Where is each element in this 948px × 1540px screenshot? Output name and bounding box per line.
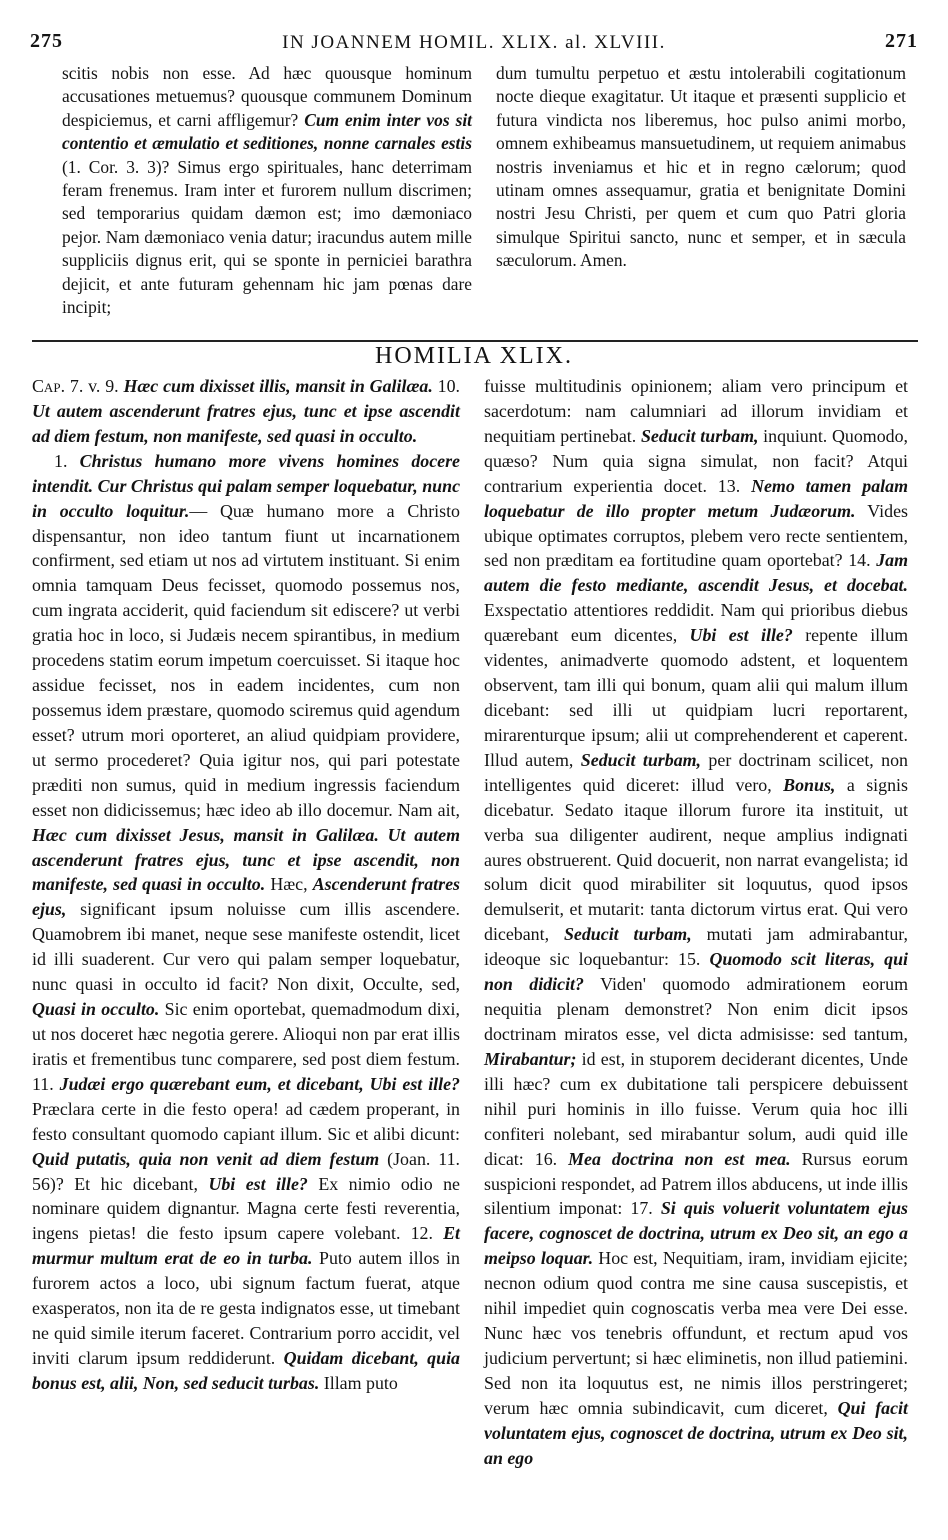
scripture-quote: Et murmur multum erat de eo in turba. bbox=[32, 1223, 460, 1269]
text-run: Sic enim oportebat, quemadmodum dixi, ut nos doceret hæc negotia gerere. Alioqui non par erat illis iratis et frementibus tunc comparere, sed post diem festum. 11. bbox=[32, 999, 461, 1094]
page-number-right: 271 bbox=[885, 30, 918, 52]
scripture-quote: Cum enim inter vos sit contentio et æmulatio et seditiones, nonne carnales estis bbox=[62, 109, 472, 154]
text-run: scitis nobis non esse. Ad hæc quousque hominum accusationes metuemus? quousque communem Dominum despiciemus, et carni affligemur? bbox=[62, 63, 472, 130]
text-run: a signis dicebatur. Sedato itaque illorum furore ita instituit, ut verba sua diligenter audirent, neque amplius indignati aures obstruerent. Quid docuerit, non narrat evangelista; id solum dicit quod mirabiliter sit loquutus, quod ipsos demulserit, et mutarit: tanta dictorum virtus erat. Qui vero dicebant, bbox=[484, 774, 908, 945]
running-header bbox=[30, 30, 918, 58]
text-run: repente illum videntes, animadverte quomodo adstent, et loquentem observent, tam illi qui bonum, quam alii qui malum illum dicebant: sed illi ut quidpiam lucri reportarent, mirarenturque ipsum; alii ut comprehenderent et caperent. Illud autem, bbox=[484, 625, 908, 770]
scripture-quote: Hæc cum dixisset illis, mansit in Galilæa. bbox=[123, 376, 433, 396]
text-run: Hoc est, Nequitiam, iram, invidiam ejicite; necnon odium quod contra me sine causa suscepistis, et nihil impediet quin cognoscatis verba mea vere Dei esse. Nunc hæc vos tenebris offundunt, et rectum apud vos judicium pervertunt; si hæc eliminetis, non illud patiemini. Sed non ita loquutus est, ne nimis illos perstringeret; verum hæc omnia subindicavit, cum diceret, bbox=[484, 1248, 908, 1418]
text-run: Ex nimio odio ne nominare quidem dignantur. Magna certe festi reverentia, ingens pietas! die festo ipsum capere volebant. 12. bbox=[32, 1173, 460, 1244]
scripture-quote: Qui facit voluntatem ejus, cognoscet de doctrina, utrum ex Deo sit, an ego bbox=[484, 1397, 908, 1468]
running-title: IN JOANNEM HOMIL. XLIX. al. XLVIII. bbox=[282, 32, 666, 53]
text-run: significant ipsum noluisse cum illis ascendere. Quamobrem ibi manet, neque sese manifeste ostendit, licet id illi suaderent. Cur vero qui palam semper loquebatur, nunc quasi in occulto id facit? Non dixit, Occulte, sed, bbox=[32, 899, 460, 995]
text-run: Hæc, bbox=[265, 874, 313, 895]
scripture-quote: Ut autem ascenderunt fratres ejus, tunc et ipse ascendit ad diem festum, non manifeste, sed quasi in occulto. bbox=[32, 400, 460, 446]
text-run: (1. Cor. 3. 3)? Simus ergo spirituales, hanc deterrimam feram frenemus. Iram inter et furorem nullum discrimen; sed temporarius quidam dæmon est; imo dæmoniaco pejor. Nam dæmoniaco venia datur; iracundus autem mille suppliciis dignus erit, qui se sponte in perniciei barathra dejicit, et ante futuram gehennam hic jam pœnas dare incipit; bbox=[62, 156, 472, 318]
section-summary: Christus humano more vivens homines docere intendit. Cur Christus qui palam semper loquebatur, nunc in occulto loquitur. bbox=[32, 450, 461, 521]
text-run: inquiunt. Quomodo, quæso? Num quia signa simulat, non facit? Atqui contrarium experientia docet. 13. bbox=[484, 425, 908, 496]
scripture-quote: Bonus, bbox=[783, 774, 836, 795]
paragraph bbox=[484, 374, 908, 1471]
scripture-quote: Mea doctrina non est mea. bbox=[568, 1148, 791, 1169]
text-run: . 7. v. 9. bbox=[60, 376, 124, 396]
text-run: Viden' quomodo admirationem eorum nequitia plenam demonstret? Non enim dicit ipsos doctrinam miratos esse, vel dicta admisisse: sed tantum, bbox=[484, 974, 908, 1044]
text-run: Illam puto bbox=[319, 1372, 398, 1393]
scripture-quote: Jam autem die festo mediante, ascendit Jesus, et docebat. bbox=[484, 550, 908, 596]
text-run: (Joan. 11. 56)? Et hic dicebant, bbox=[32, 1148, 460, 1194]
text-run: per doctrinam scilicet, non intelligentes quid diceret: illud vero, bbox=[484, 749, 908, 795]
scripture-quote: Quid putatis, quia non venit ad diem festum bbox=[32, 1148, 380, 1169]
chapter-label: Cap bbox=[32, 376, 61, 396]
top-left-column bbox=[62, 62, 472, 319]
scripture-quote: Quidam dicebant, quia bonus est, alii, Non, sed seducit turbas. bbox=[32, 1347, 460, 1393]
text-run: id est, in stuporem deciderant dicentes, Unde illi hæc? cum ex dubitatione tali perspicere debuissent nihil puri hominis in illo fuisse. Verum quia hoc illi confiteri nolebant, sed mirabantur solum, audi quid ille dicat: 16. bbox=[484, 1048, 908, 1169]
body-right-column bbox=[484, 374, 908, 1471]
scripture-quote: Quasi in occulto. bbox=[32, 999, 160, 1020]
scripture-quote: Ascenderunt fratres ejus, bbox=[32, 874, 460, 920]
scripture-quote: Mirabantur; bbox=[484, 1048, 577, 1069]
text-run: 10. bbox=[432, 376, 460, 396]
scripture-quote: Judæi ergo quærebant eum, et dicebant, Ubi est ille? bbox=[59, 1073, 460, 1094]
paragraph bbox=[496, 62, 906, 273]
text-run: Vides ubique optimates corruptos, plebem vero recte sentientem, sed non præditam ea fortitudine quam oportebat? 14. bbox=[484, 500, 908, 571]
top-right-column bbox=[496, 62, 906, 273]
text-run: Exspectatio attentiores reddidit. Nam qui prioribus diebus quærebant eum dicentes, bbox=[484, 600, 908, 646]
scripture-quote: Seducit turbam, bbox=[640, 425, 759, 446]
text-run: fuisse multitudinis opinionem; aliam vero principum et sacerdotum: nam calumniari ad illorum invidiam et nequitiam pertinebat. bbox=[484, 376, 908, 446]
text-run: Rursus eorum suspicioni respondet, ad Patrem illos abducens, ut inde illis silentium imponat: 17. bbox=[484, 1148, 909, 1219]
page-number-left: 275 bbox=[30, 30, 63, 52]
text-run: — Quæ humano more a Christo dispensantur, non ideo tantum fiunt ut incarnationem confirment, sed etiam ut nos ad virtutem instituant. Si enim omnia tamquam Deus fecisset, quomodo possemus nos, cum ingrata acciderit, quid faciendum sit ediscere? ut verbi gratia hoc in loco, si Judæis necem spirantibus, in medium procedens statim eorum impetum coercuisset. Si itaque hoc assidue fecisset, nos in eadem incidentes, cum non possemus idem præstare, quomodo sciremus quid agendum esset? utrum mori oporteret, an aliud quidpiam providere, ut sermo procederet? Quia igitur nos, qui pari potestate præditi non sumus, quid in medium ingressis faciendum esset non didicissemus; hæc ideo ab illo docemur. Nam ait, bbox=[32, 500, 460, 820]
scripture-quote: Quomodo scit literas, qui non didicit? bbox=[484, 949, 909, 995]
scripture-quote: Seducit turbam, bbox=[580, 749, 702, 770]
paragraph bbox=[62, 62, 472, 319]
text-run: 1. bbox=[54, 450, 80, 471]
homily-title: HOMILIA XLIX. bbox=[375, 343, 573, 369]
scripture-quote: Ubi est ille? bbox=[689, 625, 793, 646]
text-run: Puto autem illos in furorem actos a loco, ubi signum factum fuerat, atque exasperatos, non ita de re gesta indignatos esse, ut timebant ne quid simile iterum faceret. Contrarium porro accidit, vel inviti clarum ipsum reddiderunt. bbox=[32, 1248, 460, 1368]
scripture-quote: Si quis voluerit voluntatem ejus facere, cognoscet de doctrina, utrum ex Deo sit, an ego a meipso loquar. bbox=[484, 1198, 908, 1269]
scripture-quote: Ubi est ille? bbox=[208, 1173, 308, 1194]
text-run: Præclara certe in die festo opera! ad cædem properant, in festo consultant quomodo capiant illum. Sic et alibi dicunt: bbox=[32, 1098, 460, 1144]
scripture-quote: Hæc cum dixisset Jesus, mansit in Galilæa. Ut autem ascenderunt fratres ejus, tunc et ipse ascendit, non manifeste, sed quasi in occulto. bbox=[32, 824, 460, 895]
text-run: mutati jam admirabantur, ideoque sic loquebantur: 15. bbox=[484, 924, 909, 970]
scripture-quote: Seducit turbam, bbox=[563, 924, 692, 945]
section-divider bbox=[32, 340, 918, 342]
chapter-verse-heading bbox=[32, 374, 460, 449]
scripture-quote: Nemo tamen palam loquebatur de illo propter metum Judæorum. bbox=[484, 475, 908, 521]
body-left-column bbox=[32, 374, 460, 1396]
text-run: dum tumultu perpetuo et æstu intolerabili cogitationum nocte dieque exagitatur. Ut itaque et præsenti supplicio et futura vindicta nos liberemus, hoc pulso animi morbo, omnem exhibeamus mansuetudinem, ut requiem animabus nostris inveniamus et hic et in regno cælorum; quod utinam omnes assequamur, gratia et benignitate Domini nostri Jesu Christi, per quem et cum quo Patri gloria simulque Spiritui sancto, nunc et semper, et in sæcula sæculorum. Amen. bbox=[496, 63, 906, 271]
paragraph bbox=[32, 449, 460, 1396]
